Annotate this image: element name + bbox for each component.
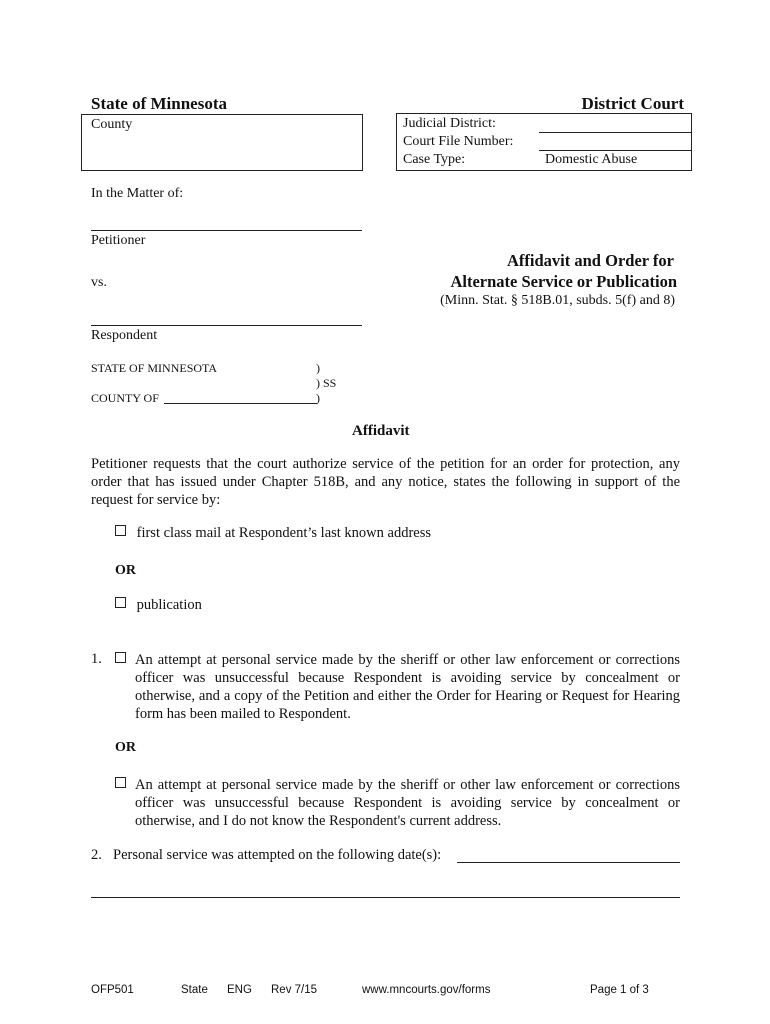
item1-number: 1. [91, 651, 102, 667]
footer-form-id: OFP501 [91, 984, 134, 996]
or-label-2: OR [115, 740, 136, 755]
matter-label: In the Matter of: [91, 186, 184, 201]
form-title-line1: Affidavit and Order for [507, 251, 674, 270]
venue-paren-3: ) [316, 391, 320, 405]
petitioner-name-field[interactable] [91, 230, 362, 231]
affidavit-heading: Affidavit [352, 423, 410, 439]
county-label: County [91, 117, 133, 132]
county-box[interactable] [81, 114, 363, 171]
item1-alt-checkbox[interactable] [115, 777, 126, 788]
option-publication-label: publication [136, 597, 202, 613]
item1-alt-checkbox-wrap [115, 776, 126, 794]
publication-checkbox[interactable] [115, 597, 126, 608]
case-type-value: Domestic Abuse [545, 152, 638, 167]
case-type-label: Case Type: [403, 152, 466, 167]
judicial-district-label: Judicial District: [403, 116, 496, 131]
petitioner-label: Petitioner [91, 233, 146, 248]
item1-text: An attempt at personal service made by the sheriff or other law enforcement or corrections officer was unsuccessful because Respondent is avoiding service by concealment or otherwise, and a copy of the Petition and either the Order for Hearing or Request for Hearing form has been mailed to Respondent. [135, 652, 680, 722]
option-mail-label: first class mail at Respondent’s last known address [136, 525, 432, 541]
item2-number: 2. [91, 847, 102, 863]
service-date-continuation-field[interactable] [91, 897, 680, 898]
venue-county-field[interactable] [164, 403, 317, 404]
court-file-number-label: Court File Number: [403, 134, 514, 149]
court-title: District Court [581, 94, 684, 113]
footer-revision: Rev 7/15 [271, 984, 318, 996]
judicial-district-field[interactable] [539, 132, 691, 133]
venue-paren-ss: ) SS [316, 376, 337, 390]
affidavit-intro: Petitioner requests that the court authorize service of the petition for an order for protection, any order that has issued under Chapter 518B, and any notice, states the following in support of the request for service by: [91, 456, 680, 508]
vs-label: vs. [91, 275, 107, 290]
item1-checkbox[interactable] [115, 652, 126, 663]
option-mail [115, 525, 431, 542]
footer-language: ENG [227, 984, 252, 996]
form-title-line2: Alternate Service or Publication [450, 272, 677, 291]
item2-text: Personal service was attempted on the following date(s): [113, 847, 442, 863]
respondent-label: Respondent [91, 328, 158, 343]
item1-alt-text: An attempt at personal service made by the sheriff or other law enforcement or corrections officer was unsuccessful because Respondent is avoiding service by concealment or otherwise, and I do not know the Respondent's current address. [135, 777, 680, 829]
venue-county-label: COUNTY OF [91, 391, 159, 405]
service-date-field[interactable] [457, 862, 680, 863]
footer-website[interactable]: www.mncourts.gov/forms [362, 984, 491, 996]
item1-checkbox-wrap [115, 651, 126, 669]
statute-citation: (Minn. Stat. § 518B.01, subds. 5(f) and 8) [440, 293, 675, 308]
venue-paren-1: ) [316, 361, 320, 375]
or-label-1: OR [115, 563, 136, 578]
state-title: State of Minnesota [91, 94, 227, 113]
respondent-name-field[interactable] [91, 325, 362, 326]
case-info-box [396, 113, 692, 171]
court-file-number-field[interactable] [539, 150, 691, 151]
footer-state: State [181, 984, 208, 996]
option-publication [115, 597, 202, 614]
venue-state-label: STATE OF MINNESOTA [91, 361, 218, 375]
mail-checkbox[interactable] [115, 525, 126, 536]
footer-page-number: Page 1 of 3 [590, 984, 649, 996]
